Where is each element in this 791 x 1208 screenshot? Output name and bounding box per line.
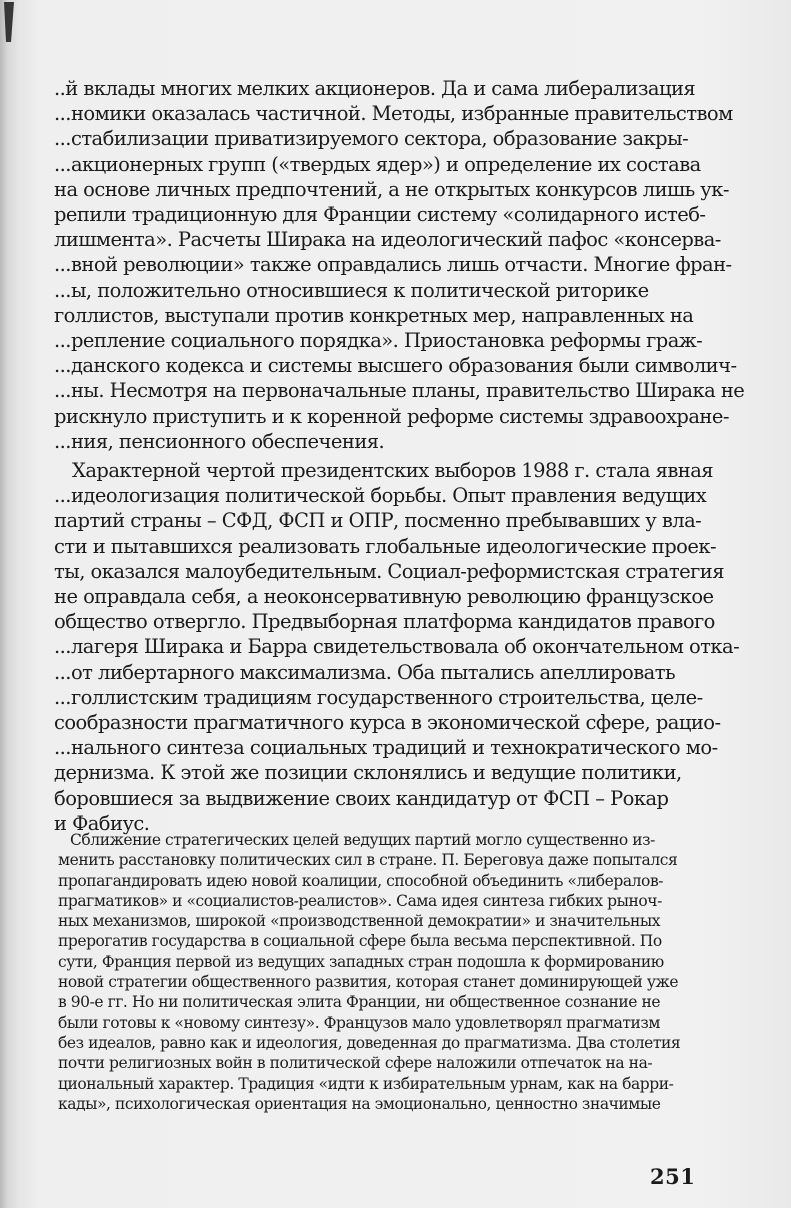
text-line: ...ния, пенсионного обеспечения. bbox=[54, 429, 385, 453]
paragraph-2 bbox=[54, 458, 740, 836]
text-line: новой стратегии общественного развития, которая станет доминирующей уже bbox=[58, 973, 679, 992]
text-line: боровшиеся за выдвижение своих кандидатур от ФСП – Рокар bbox=[54, 786, 669, 810]
text-line: ...репление социального порядка». Приостановка реформы граж- bbox=[54, 329, 703, 353]
text-line: ...данского кодекса и системы высшего образования были символич- bbox=[54, 354, 737, 378]
text-line: без идеалов, равно как и идеология, доведенная до прагматизма. Два столетия bbox=[58, 1033, 681, 1052]
text-line: прерогатив государства в социальной сфере была весьма перспективной. По bbox=[58, 932, 662, 951]
scan-binding-shadow bbox=[0, 0, 18, 1208]
text-line: ...от либертарного максимализма. Оба пытались апеллировать bbox=[54, 660, 676, 684]
text-line: ты, оказался малоубедительным. Социал-реформистская стратегия bbox=[54, 559, 724, 583]
text-line: на основе личных предпочтений, а не открытых конкурсов лишь ук- bbox=[54, 177, 729, 201]
text-line: ...вной революции» также оправдались лишь отчасти. Многие фран- bbox=[54, 253, 732, 277]
text-line: кады», психологическая ориентация на эмоционально, ценностно значимые bbox=[58, 1094, 661, 1113]
text-line: ...лагеря Ширака и Барра свидетельствовала об окончательном отка- bbox=[54, 635, 740, 659]
text-line: не оправдала себя, а неоконсервативную революцию французское bbox=[54, 585, 714, 609]
text-line: ...нального синтеза социальных традиций и технократического мо- bbox=[54, 736, 718, 760]
text-line: ...ны. Несмотря на первоначальные планы, правительство Ширака не bbox=[54, 379, 745, 403]
text-line: менить расстановку политических сил в стране. П. Береговуа даже попытался bbox=[58, 851, 678, 870]
text-line: ...идеологизация политической борьбы. Опыт правления ведущих bbox=[54, 484, 707, 508]
text-line: сти и пытавшихся реализовать глобальные идеологические проек- bbox=[54, 534, 717, 558]
text-line: общество отвергло. Предвыборная платформа кандидатов правого bbox=[54, 610, 715, 634]
text-line: ных механизмов, широкой «производственной демократии» и значительных bbox=[58, 912, 661, 931]
text-line: ...номики оказалась частичной. Методы, избранные правительством bbox=[54, 102, 733, 126]
text-line: ...стабилизации приватизируемого сектора, образование закры- bbox=[54, 127, 689, 151]
text-line: голлистов, выступали против конкретных мер, направленных на bbox=[54, 303, 694, 327]
text-line: Характерной чертой президентских выборов 1988 г. стала явная bbox=[72, 459, 714, 483]
text-line: ...голлистским традициям государственного строительства, целе- bbox=[54, 685, 703, 709]
page-number: 251 bbox=[650, 1164, 696, 1189]
text-line: ...ы, положительно относившиеся к политической риторике bbox=[54, 278, 649, 302]
text-line: пропагандировать идею новой коалиции, способной объединить «либералов- bbox=[58, 871, 664, 890]
text-line: сути, Франция первой из ведущих западных стран подошла к формированию bbox=[58, 952, 664, 971]
text-line: циональный характер. Традиция «идти к избирательным урнам, как на барри- bbox=[58, 1074, 674, 1093]
text-line: лишмента». Расчеты Ширака на идеологический пафос «консерва- bbox=[54, 228, 721, 252]
text-line: ..й вклады многих мелких акционеров. Да и сама либерализация bbox=[54, 77, 696, 100]
text-line: в 90-е гг. Но ни политическая элита Франции, ни общественное сознание не bbox=[58, 993, 661, 1012]
text-line: и Фабиус. bbox=[54, 811, 150, 835]
text-line: Сближение стратегических целей ведущих партий могло существенно из- bbox=[70, 831, 655, 849]
small-print-block bbox=[58, 830, 704, 1114]
main-text-block bbox=[54, 76, 745, 836]
text-line: были готовы к «новому синтезу». Французов мало удовлетворял прагматизм bbox=[58, 1013, 661, 1032]
text-line: партий страны – СФД, ФСП и ОПР, посменно пребывавших у вла- bbox=[54, 509, 702, 533]
text-line: рискнуло приступить и к коренной реформе системы здравоохране- bbox=[54, 404, 729, 428]
paragraph-1 bbox=[54, 76, 745, 454]
text-line: дернизма. К этой же позиции склонялись и ведущие политики, bbox=[54, 761, 682, 785]
text-line: сообразности прагматичного курса в экономической сфере, рацио- bbox=[54, 711, 721, 735]
text-line: почти религиозных войн в политической сфере наложили отпечаток на на- bbox=[58, 1054, 653, 1073]
text-line: прагматиков» и «социалистов-реалистов». Сама идея синтеза гибких рыноч- bbox=[58, 891, 662, 910]
text-line: ...акционерных групп («твердых ядер») и определение их состава bbox=[54, 152, 701, 176]
text-line: репили традиционную для Франции систему «солидарного истеб- bbox=[54, 203, 706, 227]
